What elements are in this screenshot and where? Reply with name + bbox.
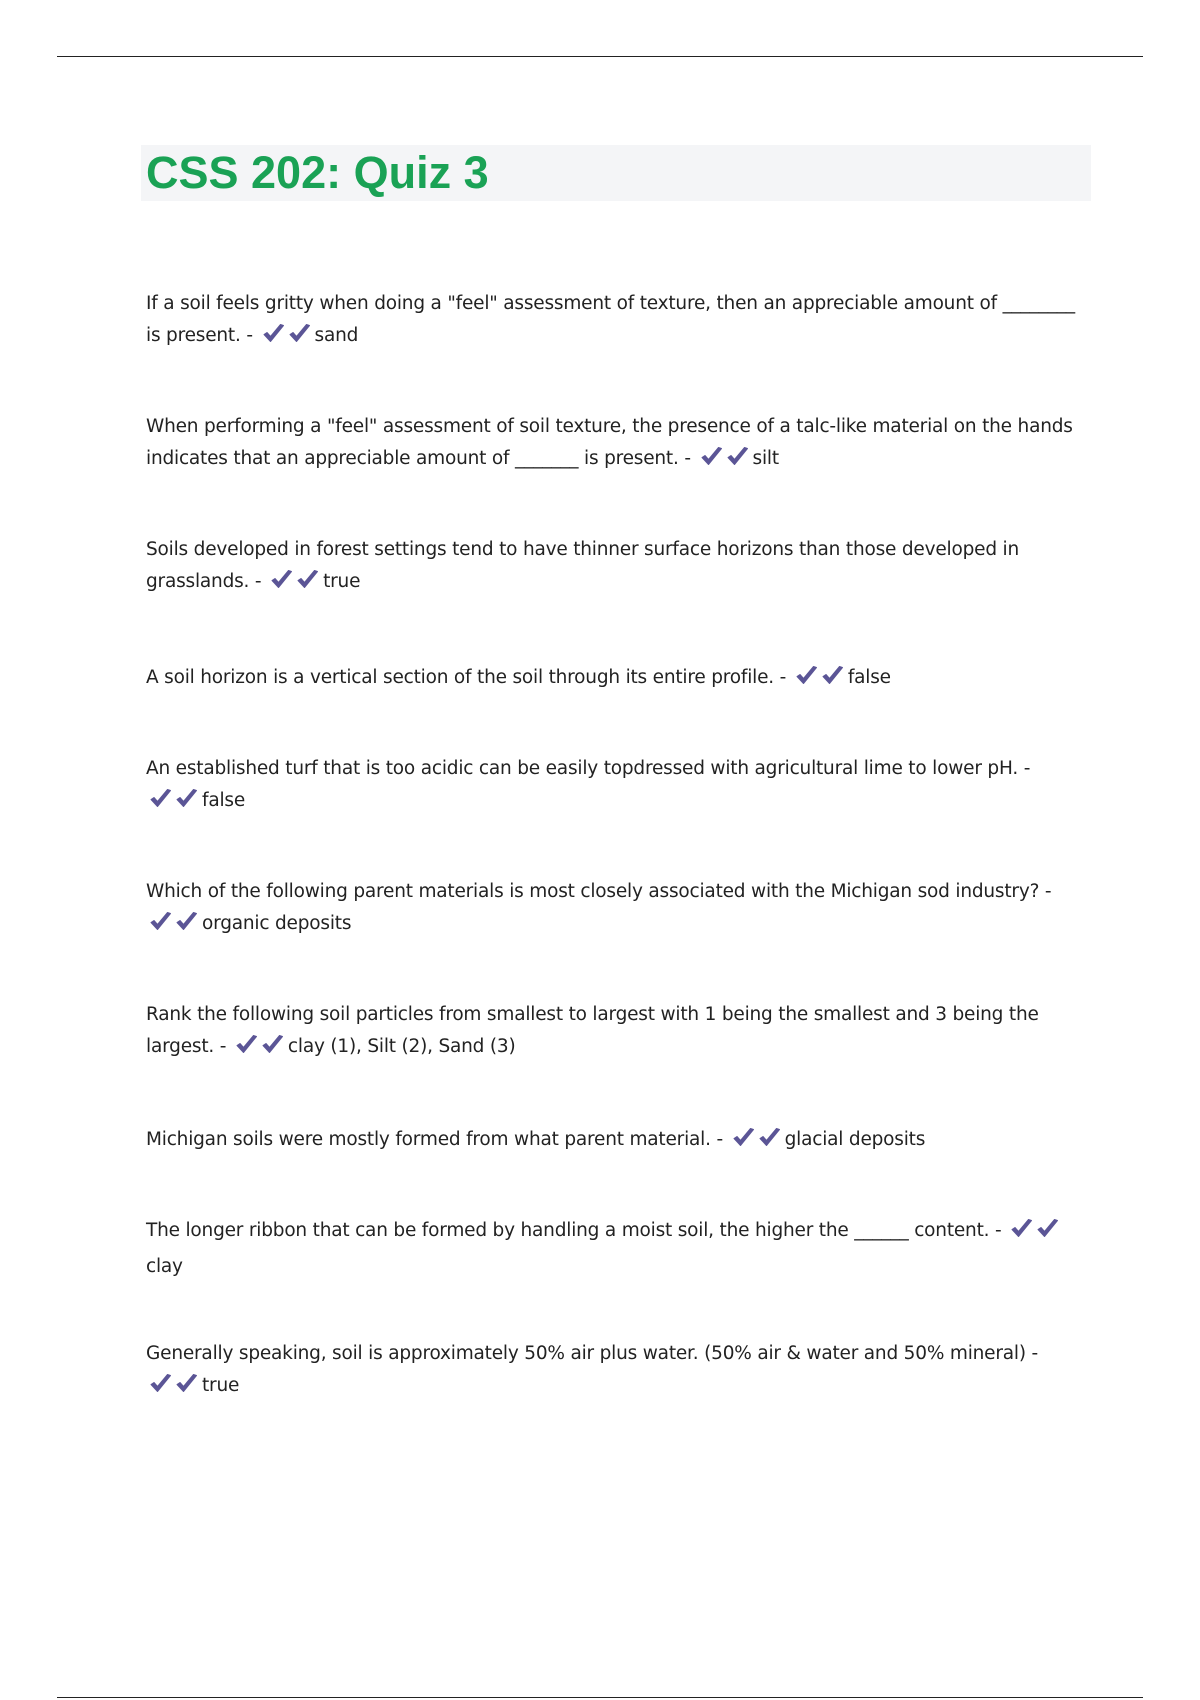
answer-text: false	[847, 667, 891, 688]
check-marks	[731, 1127, 783, 1160]
question-text: Generally speaking, soil is approximately 50% air plus water. (50% air & water and 50% mineral) -	[146, 1343, 1039, 1364]
title-band	[141, 145, 1091, 201]
checkmark-icon	[794, 665, 820, 687]
check-marks	[699, 446, 751, 479]
check-marks	[269, 569, 321, 602]
check-marks	[234, 1034, 286, 1067]
answer-text: sand	[314, 325, 359, 346]
question-text: When performing a "feel" assessment of soil texture, the presence of a talc-like material on the hands indicates that an appreciable amount of _______ is present. -	[146, 416, 1073, 469]
answer-text: false	[202, 790, 246, 811]
check-marks	[1009, 1218, 1061, 1251]
checkmark-icon	[261, 323, 287, 345]
check-marks	[148, 1373, 200, 1406]
checkmark-icon	[1035, 1218, 1061, 1240]
question-item	[146, 876, 1091, 944]
checkmark-icon	[260, 1034, 286, 1056]
top-rule	[57, 56, 1143, 57]
checkmark-icon	[295, 569, 321, 591]
checkmark-icon	[174, 911, 200, 933]
answer-text: organic deposits	[202, 913, 352, 934]
check-marks	[261, 323, 313, 356]
bottom-rule	[57, 1697, 1143, 1698]
answer-text: silt	[752, 448, 779, 469]
checkmark-icon	[287, 323, 313, 345]
checkmark-icon	[820, 665, 846, 687]
question-item	[146, 1124, 1091, 1160]
page-title: CSS 202: Quiz 3	[146, 147, 489, 198]
question-item	[146, 288, 1091, 356]
question-item	[146, 411, 1091, 479]
answer-text: clay (1), Silt (2), Sand (3)	[287, 1036, 516, 1057]
checkmark-icon	[699, 446, 725, 468]
answer-text: true	[202, 1375, 240, 1396]
question-item	[146, 753, 1091, 821]
question-item	[146, 999, 1091, 1067]
question-item	[146, 662, 1091, 698]
question-text: An established turf that is too acidic can be easily topdressed with agricultural lime to lower pH. -	[146, 758, 1031, 779]
question-item	[146, 534, 1091, 602]
question-text: Rank the following soil particles from smallest to largest with 1 being the smallest and 3 being the largest. -	[146, 1004, 1039, 1057]
check-marks	[148, 911, 200, 944]
question-text: Soils developed in forest settings tend to have thinner surface horizons than those developed in grasslands. -	[146, 539, 1020, 592]
question-text: Michigan soils were mostly formed from what parent material. -	[146, 1129, 723, 1150]
checkmark-icon	[174, 788, 200, 810]
question-text: A soil horizon is a vertical section of the soil through its entire profile. -	[146, 667, 787, 688]
checkmark-icon	[725, 446, 751, 468]
checkmark-icon	[731, 1127, 757, 1149]
question-text: The longer ribbon that can be formed by handling a moist soil, the higher the ______ content. -	[146, 1220, 1002, 1241]
checkmark-icon	[148, 788, 174, 810]
question-item	[146, 1338, 1091, 1406]
check-marks	[148, 788, 200, 821]
question-text: Which of the following parent materials is most closely associated with the Michigan sod industry? -	[146, 881, 1052, 902]
check-marks	[794, 665, 846, 698]
question-item	[146, 1215, 1091, 1283]
checkmark-icon	[234, 1034, 260, 1056]
checkmark-icon	[174, 1373, 200, 1395]
answer-text: glacial deposits	[784, 1129, 926, 1150]
checkmark-icon	[269, 569, 295, 591]
question-text: If a soil feels gritty when doing a "feel" assessment of texture, then an appreciable amount of ________ is present. -	[146, 293, 1075, 346]
checkmark-icon	[148, 1373, 174, 1395]
answer-text: clay	[146, 1256, 183, 1277]
checkmark-icon	[148, 911, 174, 933]
answer-text: true	[323, 571, 361, 592]
checkmark-icon	[757, 1127, 783, 1149]
checkmark-icon	[1009, 1218, 1035, 1240]
